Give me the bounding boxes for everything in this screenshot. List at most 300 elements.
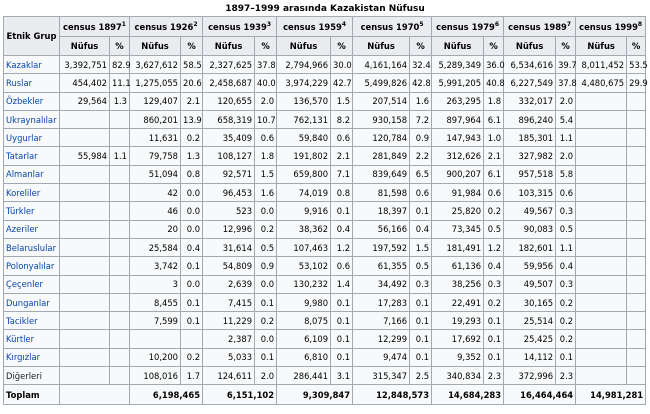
population-cell: 49,567 <box>504 202 556 220</box>
population-cell: 900,207 <box>432 165 484 183</box>
header-row-censuses <box>4 17 646 37</box>
percent-cell: 0.3 <box>556 275 576 293</box>
percent-cell: 2.0 <box>556 147 576 165</box>
percent-cell: 0.2 <box>181 129 203 147</box>
percent-cell: 30.0 <box>331 56 353 74</box>
population-cell: 147,943 <box>432 129 484 147</box>
population-cell: 108,127 <box>203 147 255 165</box>
population-cell: 4,161,164 <box>353 56 410 74</box>
table-row <box>4 348 646 366</box>
population-cell: 17,692 <box>432 330 484 348</box>
header-nufus: Nüfus <box>504 37 556 56</box>
total-label: Toplam <box>4 385 60 405</box>
percent-cell: 0.4 <box>331 220 353 238</box>
percent-cell: 3.1 <box>331 367 353 385</box>
percent-cell: 1.5 <box>255 165 277 183</box>
percent-cell: 1.8 <box>484 92 504 110</box>
table-row <box>4 275 646 293</box>
header-percent: % <box>255 37 277 56</box>
percent-cell <box>627 275 646 293</box>
population-cell: 2,458,687 <box>203 74 255 92</box>
ethnic-group-link[interactable]: Çeçenler <box>4 275 60 293</box>
population-cell: 49,507 <box>504 275 556 293</box>
percent-cell <box>110 293 130 311</box>
header-census <box>576 17 646 37</box>
table-row <box>4 74 646 92</box>
table-row <box>4 238 646 256</box>
population-cell: 124,611 <box>203 367 255 385</box>
header-census <box>203 17 277 37</box>
population-cell <box>576 293 627 311</box>
population-cell: 25,425 <box>504 330 556 348</box>
population-cell <box>60 110 110 128</box>
percent-cell: 1.1 <box>110 147 130 165</box>
footnote-ref[interactable]: 3 <box>266 20 272 28</box>
percent-cell: 82.9 <box>110 56 130 74</box>
percent-cell: 0.1 <box>331 312 353 330</box>
population-cell: 332,017 <box>504 92 556 110</box>
ethnic-group-link[interactable]: Almanlar <box>4 165 60 183</box>
population-cell: 3,974,229 <box>277 74 331 92</box>
percent-cell: 37.8 <box>255 56 277 74</box>
percent-cell: 10.7 <box>255 110 277 128</box>
percent-cell: 2.3 <box>556 367 576 385</box>
percent-cell: 0.6 <box>484 184 504 202</box>
table-row <box>4 330 646 348</box>
population-cell: 18,397 <box>353 202 410 220</box>
percent-cell: 58.5 <box>181 56 203 74</box>
percent-cell: 2.1 <box>484 147 504 165</box>
percent-cell: 0.9 <box>410 129 432 147</box>
population-cell: 5,499,826 <box>353 74 410 92</box>
population-cell: 120,784 <box>353 129 410 147</box>
percent-cell <box>110 238 130 256</box>
ethnic-group-link[interactable]: Ruslar <box>4 74 60 92</box>
percent-cell <box>110 220 130 238</box>
percent-cell: 0.0 <box>181 275 203 293</box>
percent-cell: 0.4 <box>181 238 203 256</box>
percent-cell: 1.5 <box>410 238 432 256</box>
population-cell: 191,802 <box>277 147 331 165</box>
population-cell <box>60 257 110 275</box>
population-cell <box>576 220 627 238</box>
population-cell: 22,491 <box>432 293 484 311</box>
population-cell <box>576 348 627 366</box>
population-cell: 659,800 <box>277 165 331 183</box>
population-cell: 930,158 <box>353 110 410 128</box>
header-census <box>353 17 432 37</box>
percent-cell: 0.2 <box>556 312 576 330</box>
population-cell <box>60 367 110 385</box>
ethnic-group-link[interactable]: Özbekler <box>4 92 60 110</box>
population-cell <box>576 257 627 275</box>
percent-cell: 8.2 <box>331 110 353 128</box>
percent-cell <box>110 257 130 275</box>
ethnic-group-link[interactable]: Kazaklar <box>4 56 60 74</box>
percent-cell: 0.1 <box>410 293 432 311</box>
percent-cell <box>110 129 130 147</box>
percent-cell <box>627 330 646 348</box>
population-cell <box>576 147 627 165</box>
percent-cell: 0.1 <box>556 348 576 366</box>
footnote-ref[interactable]: 5 <box>419 20 424 28</box>
census-label: census 1939 <box>208 21 267 32</box>
percent-cell: 0.1 <box>255 293 277 311</box>
population-cell: 12,996 <box>203 220 255 238</box>
percent-cell: 0.2 <box>255 312 277 330</box>
population-cell: 6,810 <box>277 348 331 366</box>
percent-cell: 2.3 <box>484 367 504 385</box>
table-row <box>4 202 646 220</box>
ethnic-group-link[interactable]: Türkler <box>4 202 60 220</box>
percent-cell: 2.2 <box>410 147 432 165</box>
population-cell: 762,131 <box>277 110 331 128</box>
percent-cell: 5.8 <box>556 165 576 183</box>
population-cell <box>60 330 110 348</box>
footnote-ref[interactable]: 1 <box>121 20 126 28</box>
population-cell: 197,592 <box>353 238 410 256</box>
population-cell <box>576 92 627 110</box>
population-cell: 7,599 <box>130 312 181 330</box>
percent-cell: 0.1 <box>484 348 504 366</box>
header-nufus: Nüfus <box>353 37 410 56</box>
ethnic-group-link[interactable]: Dunganlar <box>4 293 60 311</box>
percent-cell <box>110 312 130 330</box>
percent-cell: 0.0 <box>181 202 203 220</box>
header-nufus: Nüfus <box>203 37 255 56</box>
total-cell: 6,151,102 <box>203 385 277 405</box>
percent-cell <box>627 293 646 311</box>
population-cell: 327,982 <box>504 147 556 165</box>
percent-cell: 0.0 <box>255 275 277 293</box>
percent-cell <box>627 220 646 238</box>
table-row <box>4 147 646 165</box>
percent-cell: 0.9 <box>255 257 277 275</box>
population-cell <box>60 165 110 183</box>
percent-cell: 6.1 <box>484 110 504 128</box>
header-nufus: Nüfus <box>576 37 627 56</box>
percent-cell: 0.1 <box>181 293 203 311</box>
population-cell: 61,355 <box>353 257 410 275</box>
percent-cell <box>627 312 646 330</box>
population-cell: 59,840 <box>277 129 331 147</box>
total-row <box>4 385 646 405</box>
population-cell: 5,033 <box>203 348 255 366</box>
population-cell: 3,627,612 <box>130 56 181 74</box>
percent-cell: 42.8 <box>410 74 432 92</box>
percent-cell: 1.2 <box>484 238 504 256</box>
population-cell: 19,293 <box>432 312 484 330</box>
percent-cell: 1.8 <box>255 147 277 165</box>
percent-cell: 0.2 <box>181 348 203 366</box>
population-cell: 120,655 <box>203 92 255 110</box>
percent-cell: 0.0 <box>255 330 277 348</box>
population-cell: 839,649 <box>353 165 410 183</box>
population-table <box>3 16 646 405</box>
population-cell: 5,991,205 <box>432 74 484 92</box>
population-cell: 61,136 <box>432 257 484 275</box>
ethnic-group-link[interactable]: Ukraynalılar <box>4 110 60 128</box>
population-cell <box>60 184 110 202</box>
population-cell: 315,347 <box>353 367 410 385</box>
population-cell: 42 <box>130 184 181 202</box>
percent-cell: 0.3 <box>484 275 504 293</box>
percent-cell <box>110 184 130 202</box>
percent-cell: 1.2 <box>331 238 353 256</box>
population-cell <box>576 202 627 220</box>
population-cell: 340,834 <box>432 367 484 385</box>
table-row <box>4 312 646 330</box>
population-cell: 11,631 <box>130 129 181 147</box>
header-nufus: Nüfus <box>432 37 484 56</box>
percent-cell: 0.8 <box>331 184 353 202</box>
population-cell: 6,109 <box>277 330 331 348</box>
population-cell: 8,075 <box>277 312 331 330</box>
population-cell: 17,283 <box>353 293 410 311</box>
header-census <box>130 17 203 37</box>
population-cell <box>576 110 627 128</box>
population-cell: 14,112 <box>504 348 556 366</box>
ethnic-group-link[interactable]: Azeriler <box>4 220 60 238</box>
percent-cell: 1.5 <box>331 92 353 110</box>
percent-cell <box>110 348 130 366</box>
percent-cell: 0.2 <box>255 220 277 238</box>
population-cell: 957,518 <box>504 165 556 183</box>
percent-cell: 2.0 <box>255 367 277 385</box>
population-cell: 30,165 <box>504 293 556 311</box>
percent-cell: 32.4 <box>410 56 432 74</box>
percent-cell: 1.1 <box>556 238 576 256</box>
table-body <box>4 56 646 405</box>
percent-cell <box>627 184 646 202</box>
population-cell: 207,514 <box>353 92 410 110</box>
header-census <box>432 17 504 37</box>
percent-cell: 20.6 <box>181 74 203 92</box>
percent-cell: 0.1 <box>181 312 203 330</box>
census-label: census 1989 <box>508 21 567 32</box>
ethnic-group-link[interactable]: Koreliler <box>4 184 60 202</box>
percent-cell <box>627 202 646 220</box>
population-cell <box>576 330 627 348</box>
percent-cell: 0.4 <box>410 220 432 238</box>
population-cell: 2,327,625 <box>203 56 255 74</box>
header-percent: % <box>484 37 504 56</box>
percent-cell: 1.3 <box>181 147 203 165</box>
population-cell: 286,441 <box>277 367 331 385</box>
population-cell: 54,809 <box>203 257 255 275</box>
population-cell <box>60 202 110 220</box>
census-label: census 1926 <box>134 21 194 32</box>
population-cell: 182,601 <box>504 238 556 256</box>
table-row <box>4 367 646 385</box>
population-cell <box>130 330 181 348</box>
percent-cell: 0.1 <box>331 293 353 311</box>
ethnic-group-label: Diğerleri <box>4 367 60 385</box>
population-cell: 9,352 <box>432 348 484 366</box>
population-cell: 107,463 <box>277 238 331 256</box>
percent-cell: 2.1 <box>181 92 203 110</box>
percent-cell: 0.1 <box>484 312 504 330</box>
header-census <box>277 17 353 37</box>
percent-cell <box>110 275 130 293</box>
percent-cell: 1.6 <box>255 184 277 202</box>
ethnic-group-link[interactable]: Belaruslular <box>4 238 60 256</box>
table-caption: 1897–1999 arasında Kazakistan Nüfusu <box>225 4 425 14</box>
percent-cell: 0.5 <box>484 220 504 238</box>
total-cell: 9,309,847 <box>277 385 353 405</box>
population-cell: 263,295 <box>432 92 484 110</box>
population-cell: 25,514 <box>504 312 556 330</box>
percent-cell <box>627 147 646 165</box>
census-label: census 1897 <box>63 21 122 32</box>
percent-cell <box>110 110 130 128</box>
percent-cell: 0.0 <box>181 184 203 202</box>
census-label: census 1979 <box>436 21 495 32</box>
ethnic-group-link[interactable]: Polonyalılar <box>4 257 60 275</box>
percent-cell: 0.4 <box>484 257 504 275</box>
ethnic-group-link[interactable]: Kırgızlar <box>4 348 60 366</box>
population-cell: 136,570 <box>277 92 331 110</box>
table-row <box>4 110 646 128</box>
ethnic-group-link[interactable]: Tacikler <box>4 312 60 330</box>
population-cell: 35,409 <box>203 129 255 147</box>
table-row <box>4 220 646 238</box>
population-cell: 55,984 <box>60 147 110 165</box>
population-cell <box>60 293 110 311</box>
header-nufus: Nüfus <box>130 37 181 56</box>
population-cell: 281,849 <box>353 147 410 165</box>
population-cell <box>60 129 110 147</box>
percent-cell: 0.2 <box>556 330 576 348</box>
ethnic-group-link[interactable]: Tatarlar <box>4 147 60 165</box>
population-cell: 90,083 <box>504 220 556 238</box>
percent-cell: 1.6 <box>410 92 432 110</box>
table-row <box>4 92 646 110</box>
percent-cell: 0.1 <box>484 330 504 348</box>
percent-cell <box>627 367 646 385</box>
header-census <box>60 17 130 37</box>
percent-cell <box>627 165 646 183</box>
population-cell: 658,319 <box>203 110 255 128</box>
footnote-ref[interactable]: 2 <box>193 20 198 28</box>
percent-cell: 0.1 <box>410 348 432 366</box>
population-cell: 38,256 <box>432 275 484 293</box>
population-cell: 129,407 <box>130 92 181 110</box>
percent-cell: 0.6 <box>331 129 353 147</box>
percent-cell: 0.6 <box>331 257 353 275</box>
percent-cell: 0.6 <box>556 184 576 202</box>
percent-cell: 1.1 <box>556 129 576 147</box>
population-cell: 185,301 <box>504 129 556 147</box>
population-cell: 897,964 <box>432 110 484 128</box>
percent-cell: 36.0 <box>484 56 504 74</box>
population-cell: 10,200 <box>130 348 181 366</box>
header-nufus: Nüfus <box>277 37 331 56</box>
percent-cell <box>627 129 646 147</box>
percent-cell: 13.9 <box>181 110 203 128</box>
percent-cell: 1.0 <box>484 129 504 147</box>
population-cell: 73,345 <box>432 220 484 238</box>
percent-cell: 0.0 <box>255 202 277 220</box>
total-cell: 14,981,281 <box>576 385 646 405</box>
table-row <box>4 165 646 183</box>
header-percent: % <box>181 37 203 56</box>
percent-cell <box>627 257 646 275</box>
percent-cell: 11.1 <box>110 74 130 92</box>
population-cell: 454,402 <box>60 74 110 92</box>
footnote-ref[interactable]: 7 <box>566 20 572 28</box>
population-cell <box>576 275 627 293</box>
percent-cell: 0.2 <box>484 293 504 311</box>
total-cell: 12,848,573 <box>353 385 432 405</box>
percent-cell: 0.1 <box>331 348 353 366</box>
population-cell: 181,491 <box>432 238 484 256</box>
census-label: census 1970 <box>360 21 420 32</box>
population-cell: 7,166 <box>353 312 410 330</box>
ethnic-group-link[interactable]: Uygurlar <box>4 129 60 147</box>
percent-cell: 40.8 <box>484 74 504 92</box>
percent-cell: 6.5 <box>410 165 432 183</box>
population-cell: 2,639 <box>203 275 255 293</box>
population-cell: 372,996 <box>504 367 556 385</box>
population-cell: 9,980 <box>277 293 331 311</box>
census-label: census 1959 <box>283 21 342 32</box>
population-cell: 74,019 <box>277 184 331 202</box>
percent-cell: 7.1 <box>331 165 353 183</box>
footnote-ref[interactable]: 8 <box>637 20 643 28</box>
header-nufus: Nüfus <box>60 37 110 56</box>
percent-cell: 0.6 <box>410 184 432 202</box>
population-cell <box>576 165 627 183</box>
footnote-ref[interactable]: 6 <box>494 20 500 28</box>
percent-cell <box>627 238 646 256</box>
header-percent: % <box>110 37 130 56</box>
percent-cell: 5.4 <box>556 110 576 128</box>
percent-cell: 0.4 <box>556 257 576 275</box>
population-cell: 34,492 <box>353 275 410 293</box>
population-cell <box>60 238 110 256</box>
population-cell: 896,240 <box>504 110 556 128</box>
footnote-ref[interactable]: 4 <box>341 20 347 28</box>
percent-cell: 0.2 <box>556 293 576 311</box>
population-cell: 25,820 <box>432 202 484 220</box>
population-cell: 38,362 <box>277 220 331 238</box>
percent-cell <box>627 92 646 110</box>
population-cell: 92,571 <box>203 165 255 183</box>
population-cell: 81,598 <box>353 184 410 202</box>
percent-cell: 0.1 <box>331 202 353 220</box>
header-percent: % <box>556 37 576 56</box>
population-cell: 8,011,452 <box>576 56 627 74</box>
percent-cell <box>627 110 646 128</box>
population-cell: 56,166 <box>353 220 410 238</box>
population-cell: 79,758 <box>130 147 181 165</box>
percent-cell <box>110 367 130 385</box>
header-census <box>504 17 576 37</box>
percent-cell: 2.5 <box>410 367 432 385</box>
percent-cell: 37.8 <box>556 74 576 92</box>
percent-cell: 0.3 <box>556 202 576 220</box>
ethnic-group-link[interactable]: Kürtler <box>4 330 60 348</box>
population-cell: 11,229 <box>203 312 255 330</box>
percent-cell: 53.5 <box>627 56 646 74</box>
percent-cell: 7.2 <box>410 110 432 128</box>
population-cell: 91,984 <box>432 184 484 202</box>
percent-cell <box>181 330 203 348</box>
population-cell <box>60 348 110 366</box>
header-row-subheaders <box>4 37 646 56</box>
header-percent: % <box>627 37 646 56</box>
